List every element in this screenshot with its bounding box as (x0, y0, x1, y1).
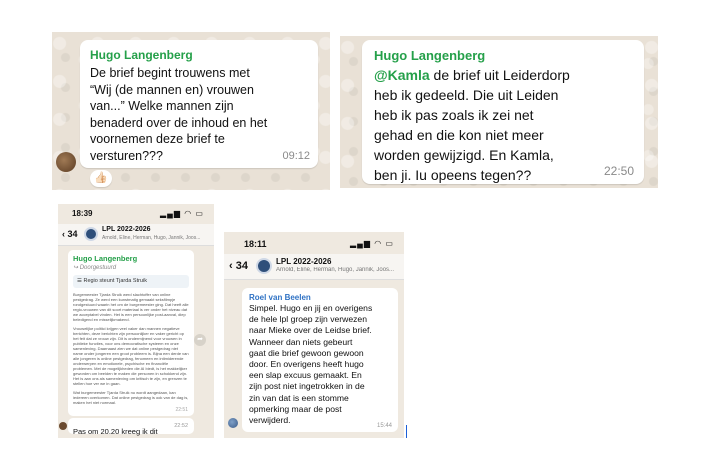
message-text: Pas om 20.20 kreeg ik dit (73, 427, 158, 436)
signal-wifi-battery-icon: ▂▄▆ ◠ ▭ (160, 209, 204, 218)
group-name[interactable]: LPL 2022-2026 (102, 226, 151, 233)
group-avatar[interactable] (256, 258, 272, 274)
avatar[interactable] (228, 418, 238, 428)
chat-header[interactable] (58, 224, 214, 246)
sender-name[interactable]: Roel van Beelen (249, 293, 311, 302)
group-name[interactable]: LPL 2022-2026 (276, 257, 332, 266)
message-text: De brief begint trouwens met “Wij (de mannen en) vrouwen van...” Welke mannen zijn benaderd over de inhoud en het voornemen deze brief te versturen??? (90, 66, 268, 163)
article-paragraph: Burgemeester Tjarda Struik werd slachtoffer van online pestgedrag. Ze werd een kunstmatig gemaakt seksfilmpje rondgestuurd waarin het om de burgemeester ging. Dat heeft alle regio-vrouwen van dit soort materiaal is ver onder het niveau dat we acceptabel vinden. Het is een persoonlijke post-aanval, diep beledigend en misselijkmakend. (73, 292, 189, 322)
message-bubble[interactable] (80, 40, 318, 168)
status-bar (58, 204, 214, 222)
message-time: 22:51 (175, 407, 188, 413)
status-clock: 18:39 (72, 209, 93, 218)
avatar[interactable] (59, 422, 67, 430)
signal-wifi-battery-icon: ▂▄▆ ◠ ▭ (350, 239, 394, 248)
sender-name[interactable]: Hugo Langenberg (73, 254, 138, 263)
unread-count: 34 (235, 260, 248, 272)
group-avatar[interactable] (84, 227, 98, 241)
back-button[interactable]: ‹ 34 (62, 229, 78, 239)
message-bubble[interactable] (242, 288, 398, 432)
chat-header[interactable] (224, 254, 404, 280)
message-time: 09:12 (282, 150, 310, 162)
phone-screenshot-1 (58, 204, 214, 438)
message-time: 22:52 (174, 423, 188, 429)
thumbs-up-reaction-icon[interactable]: 👍🏻 (90, 170, 112, 187)
chat-screenshot-1 (52, 32, 330, 190)
article-body (73, 292, 189, 405)
mention[interactable]: @Kamla (374, 67, 430, 83)
message-time: 15:44 (376, 423, 392, 429)
sender-name[interactable]: Hugo Langenberg (90, 48, 193, 62)
message-text: Simpel. Hugo en jij en overigens de hele lpl groep zijn verwezen naar Mieke over de Leidse brief. Wanneer dan niets gebeurt gaat die brief gewoon gewoon door. En overigens heeft hugo een slap excuus gemaakt. En zijn post niet ingetrokken in de zin van dat is een stomme opmerking maar de post verwijderd. (249, 303, 373, 426)
group-members: Arnold, Eline, Herman, Hugo, Jannik, Joos... (102, 235, 201, 241)
message-bubble[interactable] (362, 40, 644, 184)
message-text (374, 65, 632, 185)
group-members: Arnold, Eline, Herman, Hugo, Jannik, Joos... (276, 267, 395, 273)
article-paragraph: Vrouwelijke politici krijgen veel vaker dan mannen negatieve berichten, deze berichten zijn persoonlijker en vaker gericht op het feit dat ze vrouw zijn. Dit is ondermijnend voor vrouwen in publieke functies, voor ons democratische systeem en onze samenleving. Daarnaast zien we dat online pestgedrag niet name onder jongeren een groot probleem is. Bijna een derde van alle jongeren is online pestgedrag, fenomeen en intimiderende onderwerpen en emotionele, psychische en financiële problemen. Met de mogelijkheden die AI biedt, is het makkelijker geworden om beelden te maken die personen in schokkend zijn. Het is aan ons als samenleving om kritisch te zijn, en grenzen te stellen hoe ver we in gaan. (73, 326, 189, 386)
message-bubble[interactable] (68, 418, 194, 434)
phone-screenshot-2 (224, 232, 404, 438)
forwarded-message-bubble[interactable] (68, 250, 194, 416)
message-body: de brief uit Leiderdorp heb ik gedeeld. Die uit Leiden heb ik pas zoals ik zei net gehad en die kon niet meer worden gewijzigd. En Kamla, ben ji. Iu opeens tegen?? (374, 67, 570, 183)
forwarded-label: ↪ Doorgestuurd (73, 265, 117, 271)
unread-count: 34 (67, 229, 78, 239)
status-bar (224, 232, 404, 250)
article-title[interactable]: ☰ Regio steunt Tjarda Struik (73, 275, 189, 288)
sender-name[interactable]: Hugo Langenberg (374, 48, 486, 63)
article-paragraph: Wat burgemeester Tjarda Struik nu wordt aangedaan, kan iedereen overkomen. Dat online pestgedrag is ook van de dag is, maken het niet normaal. (73, 390, 189, 405)
status-clock: 18:11 (244, 239, 267, 249)
message-time: 22:50 (603, 164, 634, 178)
chat-screenshot-2 (340, 36, 658, 188)
avatar[interactable] (56, 152, 76, 172)
back-button[interactable]: ‹ 34 (229, 260, 248, 272)
forward-share-icon[interactable]: ➦ (194, 334, 206, 346)
text-cursor (406, 425, 407, 438)
